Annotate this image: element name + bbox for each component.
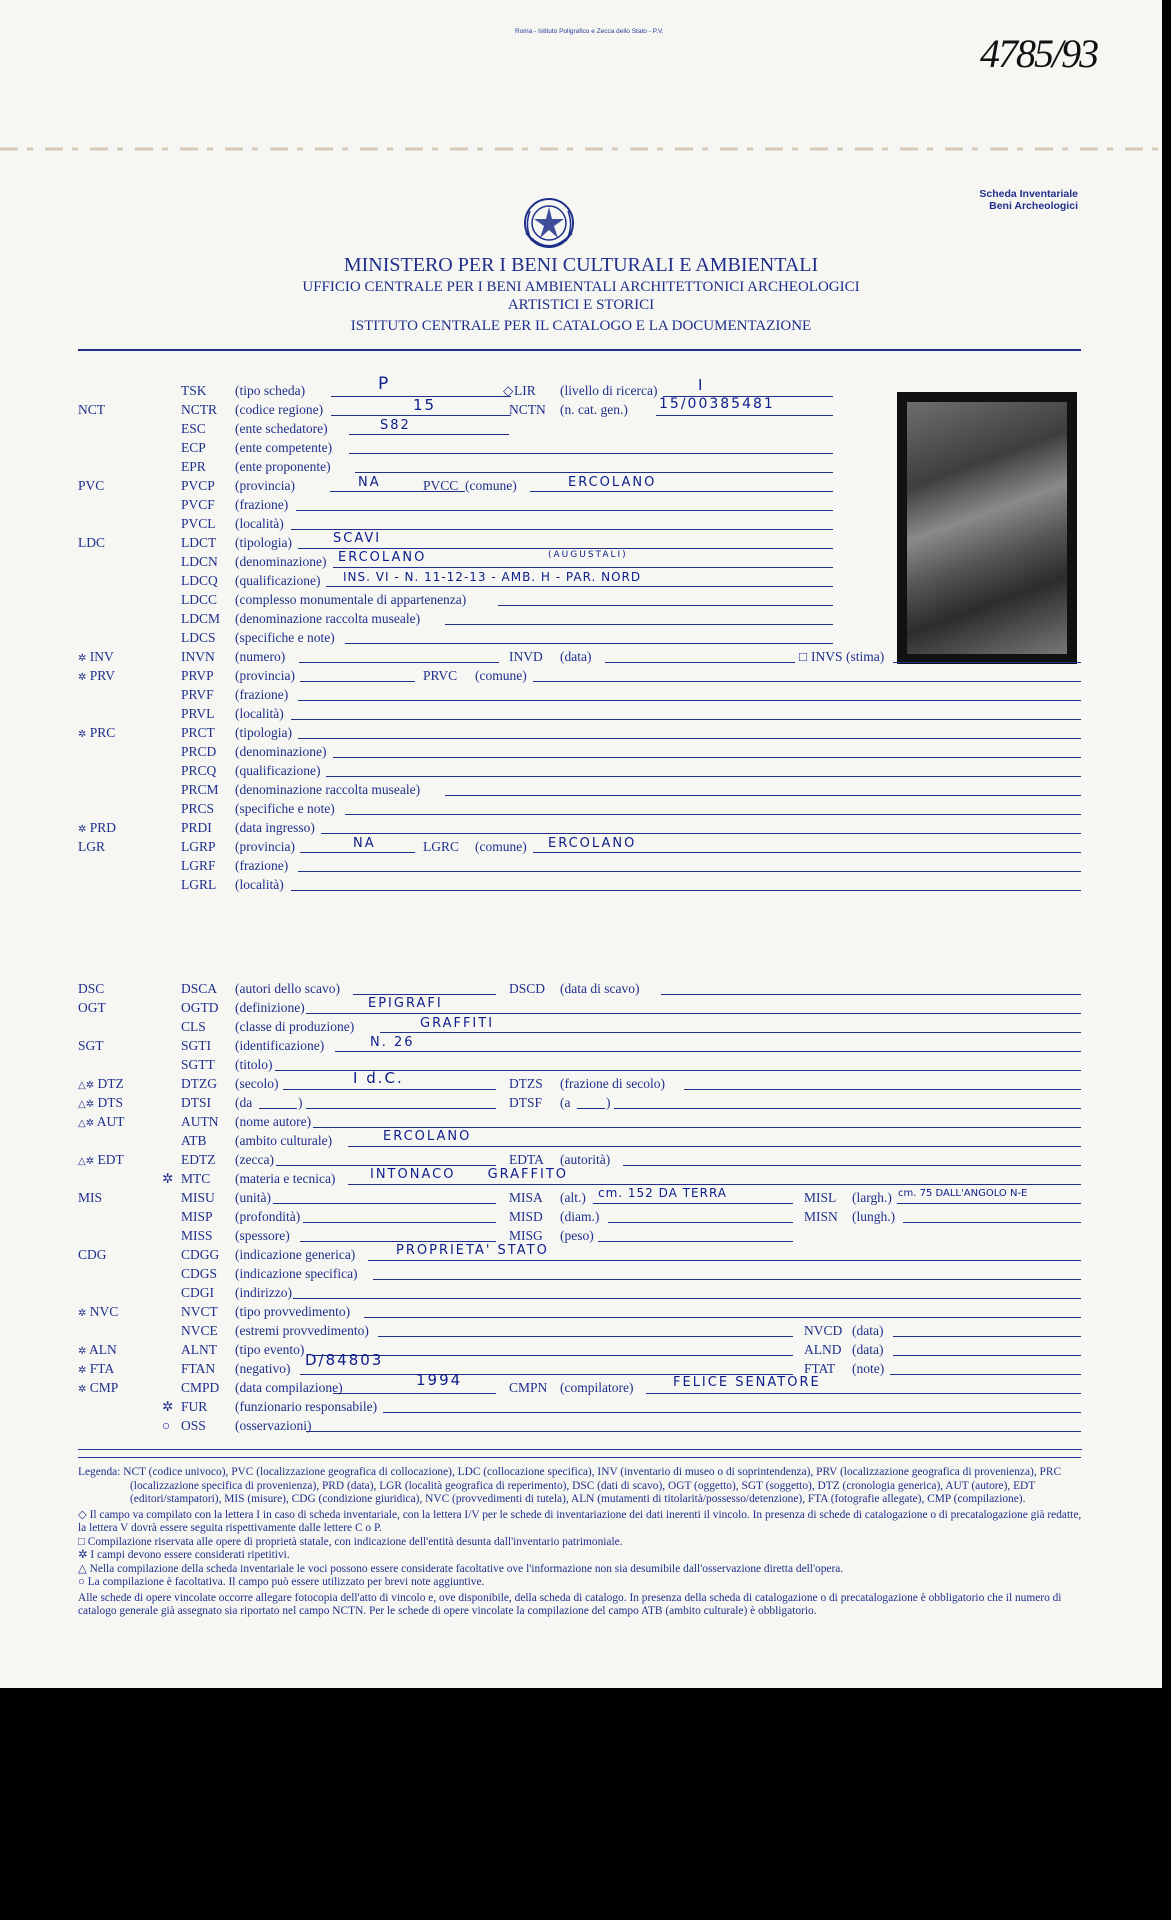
printer-imprint: Roma - Istituto Poligrafico e Zecca dello Stato - P.V. [515, 28, 664, 35]
value-ldcn: ERCOLANO [338, 550, 427, 565]
ministry-title: MINISTERO PER I BENI CULTURALI E AMBIENTALI [343, 254, 819, 276]
row-fur: ✲ FUR (funzionario responsabile) [78, 1397, 1082, 1416]
value-dtzg: I d.C. [353, 1069, 404, 1087]
value-esc: S82 [380, 418, 411, 433]
office-title: UFFICIO CENTRALE PER I BENI AMBIENTALI ARCHITETTONICI ARCHEOLOGICI ARTISTICI E STORICI [302, 279, 860, 313]
row-tsk: TSK (tipo scheda) P ◇ LIR (livello di ricerca) I [78, 381, 838, 400]
row-pvcp: PVC PVCP (provincia) NA PVCC (comune) ERCOLANO [78, 476, 838, 495]
value-mtc: INTONACO GRAFFITO [370, 1167, 568, 1182]
sheet-type: Scheda Inventariale Beni Archeologici [979, 188, 1078, 212]
row-dtzg: △✲ DTZ DTZG (secolo) I d.C. DTZS (frazione di secolo) [78, 1074, 1082, 1093]
row-prvf: PRVF (frazione) [78, 685, 1082, 704]
value-pvcc: ERCOLANO [568, 475, 657, 490]
row-ecp: ECP (ente competente) [78, 438, 838, 457]
row-prvl: PRVL (località) [78, 704, 1082, 723]
row-ogtd: OGT OGTD (definizione) EPIGRAFI [78, 998, 1082, 1017]
header-divider [78, 349, 1081, 351]
row-oss: ○ OSS (osservazioni) [78, 1416, 1082, 1435]
row-ldcs: LDCS (specifiche e note) [78, 628, 838, 647]
value-lir: I [698, 376, 705, 394]
row-cdgi: CDGI (indirizzo) [78, 1283, 1082, 1302]
row-lgrp: LGR LGRP (provincia) NA LGRC (comune) ERCOLANO [78, 837, 1082, 856]
row-pvcf: PVCF (frazione) [78, 495, 838, 514]
row-alnt: ✲ ALN ALNT (tipo evento) ALND (data) [78, 1340, 1082, 1359]
value-cmpn: FELICE SENATORE [673, 1375, 821, 1390]
row-esc: ESC (ente schedatore) S82 [78, 419, 838, 438]
value-cdgg: PROPRIETA' STATO [396, 1243, 549, 1258]
republic-emblem-icon [520, 193, 578, 257]
value-lgrc: ERCOLANO [548, 836, 637, 851]
row-atb: ATB (ambito culturale) ERCOLANO [78, 1131, 1082, 1150]
row-nvct: ✲ NVC NVCT (tipo provvedimento) [78, 1302, 1082, 1321]
row-lgrl: LGRL (località) [78, 875, 1082, 894]
row-sgti: SGT SGTI (identificazione) N. 26 [78, 1036, 1082, 1055]
blank-line [78, 1449, 1082, 1450]
value-ftan: D/84803 [305, 1351, 384, 1369]
graffito-photo-image [907, 402, 1067, 654]
value-ldct: SCAVI [333, 531, 382, 546]
row-ldcn: LDCN (denominazione) ERCOLANO (AUGUSTALI) [78, 552, 838, 571]
row-prcq: PRCQ (qualificazione) [78, 761, 1082, 780]
row-prdi: ✲ PRD PRDI (data ingresso) [78, 818, 1082, 837]
row-ftan: ✲ FTA FTAN (negativo) D/84803 FTAT (note) [78, 1359, 1082, 1378]
value-cls: GRAFFITI [420, 1016, 495, 1031]
value-sgti: N. 26 [370, 1035, 415, 1050]
value-nctn: 15/00385481 [659, 396, 775, 412]
row-prcd: PRCD (denominazione) [78, 742, 1082, 761]
row-ldcm: LDCM (denominazione raccolta museale) [78, 609, 838, 628]
row-cdgs: CDGS (indicazione specifica) [78, 1264, 1082, 1283]
row-ldcc: LDCC (complesso monumentale di appartenenza) [78, 590, 838, 609]
legend-block: Legenda: NCT (codice univoco), PVC (localizzazione geografica di collocazione), LDC (collocazione specifica), INV (inventario di museo o di soprintendenza), PRV (localizzazione geografica di provenienza), PRC (localizzazione specifica di provenienza), PRD (data), LGR (località geografica di reperimento), DSC (dati di scavo), OGT (oggetto), SGT (soggetto), DTZ (cronologia generica), AUT (autore), EDT (editori/stampatori), MIS (misure), CDG (condizione giuridica), NVC (provvedimenti di tutela), ALN (mutamenti di titolarità/possesso/detenzione), FTA (fotografie allegate), CMP (compilazione). ◇ Il campo va compilato con la lettera I in caso di scheda inventariale, con la lettera I/V per le schede di inventariazione dei dati inerenti il vincolo. In presenza di schede di catalogazione o di precatalogazione già redatte, la lettera V dovrà essere seguita rispettivamente dalle lettere C o P. □ Compilazione riservata alle opere di proprietà statale, con indicazione dell'entità desunta dall'inventario patrimoniale. ✲ I campi devono essere considerati ripetitivi. △ Nella compilazione della scheda inventariale le voci possono essere considerate facoltative ove l'informazione non sia desumibile dall'osservazione diretta dell'opera. ○ La compilazione è facoltativa. Il campo può essere utilizzato per brevi note aggiuntive. Alle schede di opere vincolate occorre allegare fotocopia dell'atto di vincolo e, ove disponibile, della scheda di catalogo. In presenza della scheda di catalogazione o di precatalogazione è obbligatorio che il numero di catalogo generale già assegnato sia riportato nel campo NCTN. Per le schede di opere vincolate la compilazione del campo ATB (ambito culturale) è obbligatorio. [78, 1466, 1082, 1617]
legend-divider [78, 1457, 1081, 1458]
row-miss: MISS (spessore) MISG (peso) [78, 1226, 1082, 1245]
row-cls: CLS (classe di produzione) GRAFFITI [78, 1017, 1082, 1036]
row-prvp: ✲ PRV PRVP (provincia) PRVC (comune) [78, 666, 1082, 685]
row-cmpd: ✲ CMP CMPD (data compilazione) 1994 CMPN (compilatore) FELICE SENATORE [78, 1378, 1082, 1397]
value-atb: ERCOLANO [383, 1129, 472, 1144]
row-invn: ✲ INV INVN (numero) INVD (data) □ INVS (stima) [78, 647, 1082, 666]
value-pvcp: NA [358, 475, 381, 490]
value-cmpd: 1994 [416, 1371, 463, 1389]
row-misp: MISP (profondità) MISD (diam.) MISN (lungh.) [78, 1207, 1082, 1226]
row-nctr: NCT NCTR (codice regione) 15 NCTN (n. cat. gen.) 15/00385481 [78, 400, 838, 419]
row-prcm: PRCM (denominazione raccolta museale) [78, 780, 1082, 799]
value-misa: cm. 152 DA TERRA [598, 1186, 727, 1200]
row-autn: △✲ AUT AUTN (nome autore) [78, 1112, 1082, 1131]
row-misu: MIS MISU (unità) MISA (alt.) cm. 152 DA TERRA MISL (largh.) cm. 75 DALL'ANGOLO N-E [78, 1188, 1082, 1207]
value-tsk: P [378, 374, 391, 394]
row-dsca: DSC DSCA (autori dello scavo) DSCD (data di scavo) [78, 979, 1082, 998]
row-prcs: PRCS (specifiche e note) [78, 799, 1082, 818]
value-nctr: 15 [413, 396, 437, 414]
row-ldct: LDC LDCT (tipologia) SCAVI [78, 533, 838, 552]
row-lgrf: LGRF (frazione) [78, 856, 1082, 875]
value-ldcn-note: (AUGUSTALI) [548, 550, 628, 560]
handwritten-inventory-number: 4785/93 [980, 31, 1098, 76]
fold-line [0, 142, 1162, 156]
institute-title: ISTITUTO CENTRALE PER IL CATALOGO E LA DOCUMENTAZIONE [350, 318, 812, 334]
row-mtc: ✲ MTC (materia e tecnica) INTONACO GRAFFITO [78, 1169, 1082, 1188]
value-ogtd: EPIGRAFI [368, 996, 443, 1011]
row-edtz: △✲ EDT EDTZ (zecca) EDTA (autorità) [78, 1150, 1082, 1169]
row-ldcq: LDCQ (qualificazione) INS. VI - N. 11-12-13 - AMB. H - PAR. NORD [78, 571, 838, 590]
row-prct: ✲ PRC PRCT (tipologia) [78, 723, 1082, 742]
value-misl: cm. 75 DALL'ANGOLO N-E [898, 1188, 1028, 1199]
row-sgtt: SGTT (titolo) [78, 1055, 1082, 1074]
row-dtsi: △✲ DTS DTSI (da ) DTSF (a ) [78, 1093, 1082, 1112]
row-epr: EPR (ente proponente) [78, 457, 838, 476]
row-cdgg: CDG CDGG (indicazione generica) PROPRIETA' STATO [78, 1245, 1082, 1264]
value-lgrp: NA [353, 836, 376, 851]
value-ldcq: INS. VI - N. 11-12-13 - AMB. H - PAR. NORD [343, 570, 642, 584]
attached-photo [897, 392, 1077, 664]
row-pvcl: PVCL (località) [78, 514, 838, 533]
row-nvce: NVCE (estremi provvedimento) NVCD (data) [78, 1321, 1082, 1340]
